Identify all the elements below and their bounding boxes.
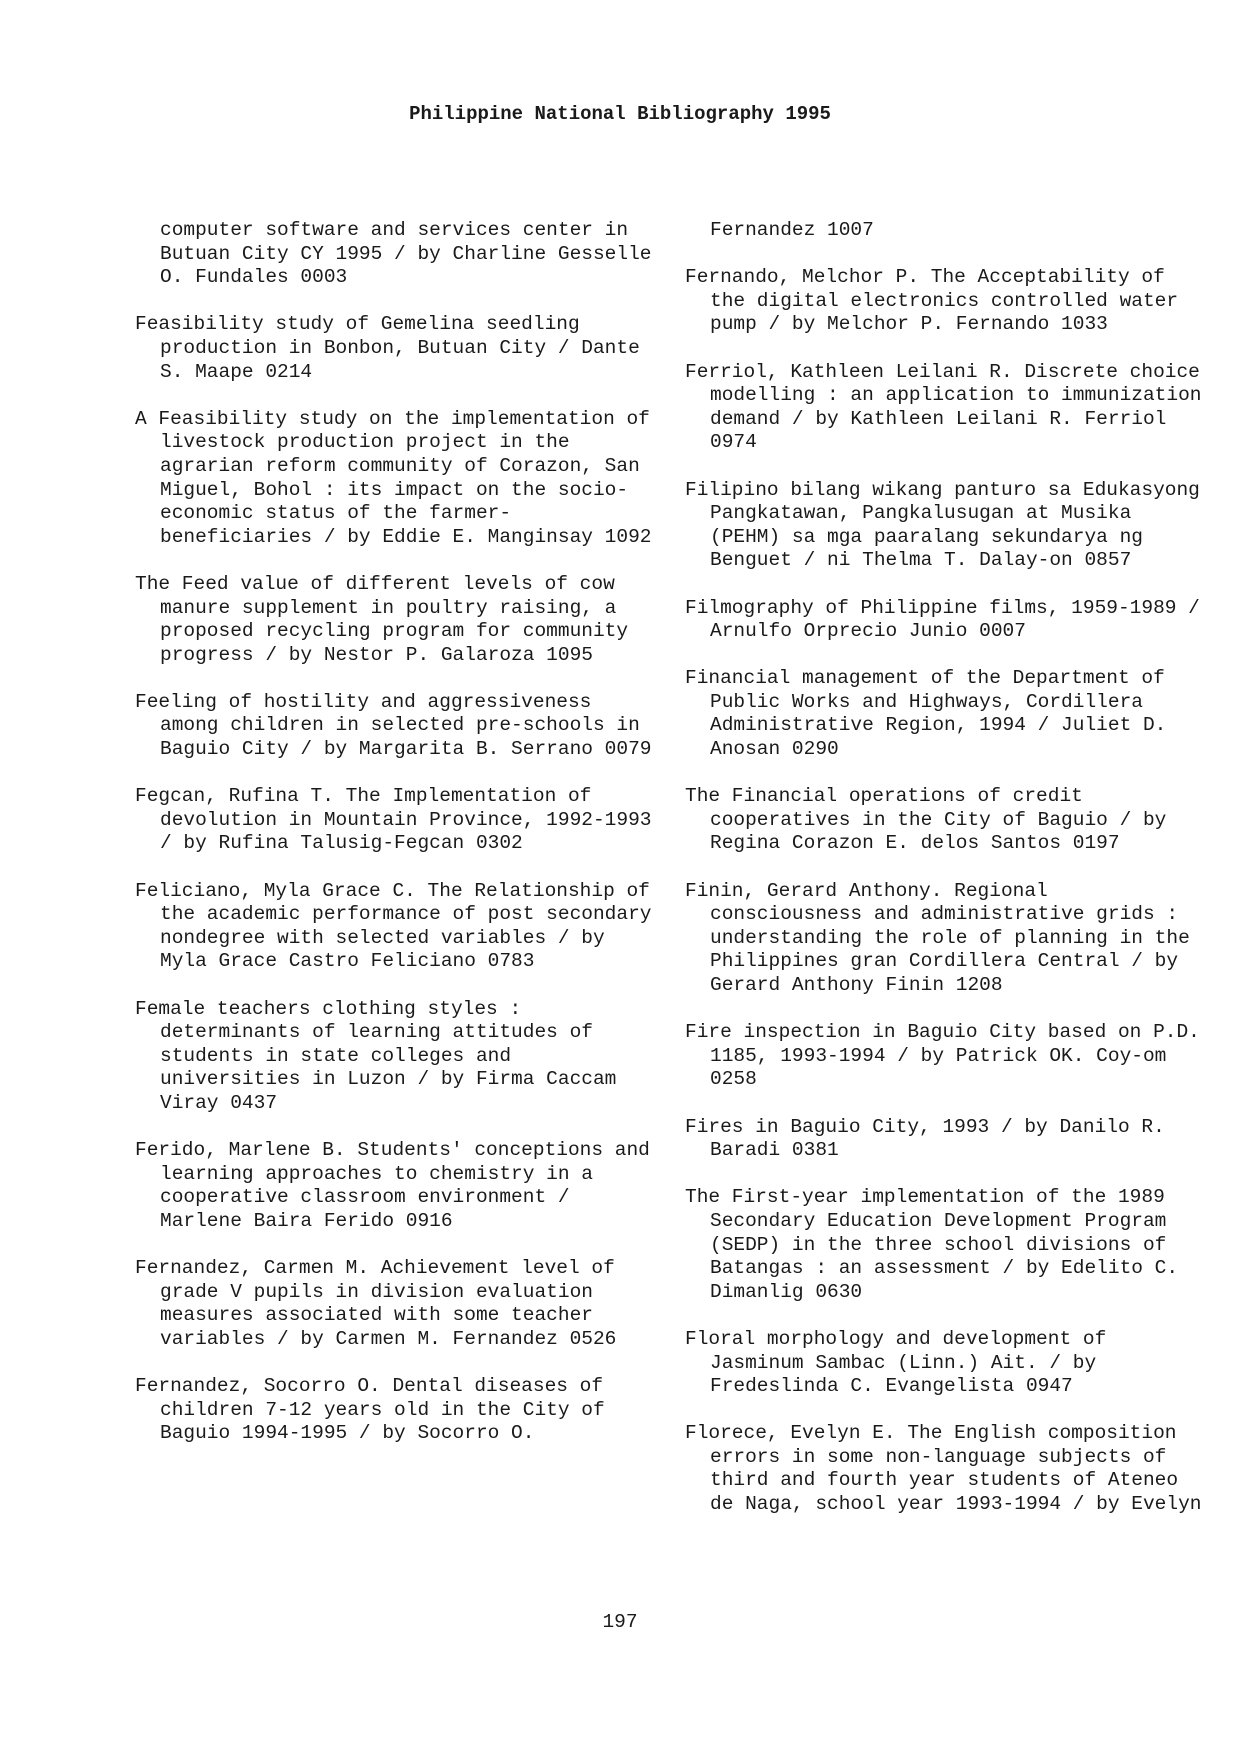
page-number: 197: [602, 1611, 638, 1633]
bibliography-entry: Ferriol, Kathleen Leilani R. Discrete choice modelling : an application to immunization demand / by Kathleen Leilani R. Ferriol 0974: [685, 360, 1214, 454]
bibliography-entry: The Financial operations of credit cooperatives in the City of Baguio / by Regina Corazon E. delos Santos 0197: [685, 785, 1179, 855]
left-column: [135, 219, 664, 1469]
bibliography-entry: Financial management of the Department of Public Works and Highways, Cordillera Administrative Region, 1994 / Juliet D. Anosan 0290: [685, 667, 1179, 761]
bibliography-entry: Floral morphology and development of Jasminum Sambac (Linn.) Ait. / by Fredeslinda C. Evangelista 0947: [685, 1327, 1118, 1398]
bibliography-entry: Fires in Baguio City, 1993 / by Danilo R. Baradi 0381: [685, 1115, 1177, 1162]
bibliography-entry: The Feed value of different levels of cow manure supplement in poultry raising, a proposed recycling program for community progress / by Nestor P. Galaroza 1095: [135, 572, 640, 666]
bibliography-entry: Fernandez, Carmen M. Achievement level of grade V pupils in division evaluation measures associated with some teacher variables / by Carmen M. Fernandez 0526: [135, 1257, 627, 1350]
bibliography-entry: A Feasibility study on the implementation of livestock production project in the agrarian reform community of Corazon, San Miguel, Bohol : its impact on the socio-economic status of the farmer-beneficiaries / by Eddie E. Manginsay 1092: [135, 407, 662, 548]
bibliography-entry: Fire inspection in Baguio City based on P.D. 1185, 1993-1994 / by Patrick OK. Coy-om 0258: [685, 1021, 1212, 1091]
right-column: [685, 219, 1214, 1540]
bibliography-entry: Female teachers clothing styles : determinants of learning attitudes of students in state colleges and universities in Luzon / by Firma Caccam Viray 0437: [135, 997, 629, 1114]
bibliography-entry: Fernandez 1007: [710, 219, 874, 241]
bibliography-entry: Filmography of Philippine films, 1959-1989 / Arnulfo Orprecio Junio 0007: [685, 596, 1212, 643]
bibliography-entry: Feliciano, Myla Grace C. The Relationship of the academic performance of post secondary nondegree with selected variables / by Myla Grace Castro Feliciano 0783: [135, 879, 664, 973]
bibliography-entry: The First-year implementation of the 1989 Secondary Education Development Program (SEDP) in the three school divisions of Batangas : an assessment / by Edelito C. Dimanlig 0630: [685, 1186, 1190, 1303]
bibliography-entry: Fernando, Melchor P. The Acceptability of the digital electronics controlled water pump / by Melchor P. Fernando 1033: [685, 266, 1190, 336]
bibliography-entry: Fegcan, Rufina T. The Implementation of devolution in Mountain Province, 1992-1993 / by Rufina Talusig-Fegcan 0302: [135, 785, 664, 855]
bibliography-entry: Finin, Gerard Anthony. Regional consciousness and administrative grids : understanding the role of planning in the Philippines gran Cordillera Central / by Gerard Anthony Finin 1208: [685, 879, 1202, 996]
bibliography-entry: Filipino bilang wikang panturo sa Edukasyong Pangkatawan, Pangkalusugan at Musika (PEHM) sa mga paaralang sekundarya ng Benguet / ni Thelma T. Dalay-on 0857: [685, 478, 1212, 572]
bibliography-entry: Feeling of hostility and aggressiveness among children in selected pre-schools in Baguio City / by Margarita B. Serrano 0079: [135, 690, 652, 761]
bibliography-entry: Feasibility study of Gemelina seedling production in Bonbon, Butuan City / Dante S. Maape 0214: [135, 313, 652, 383]
bibliography-entry: Florece, Evelyn E. The English composition errors in some non-language subjects of third and fourth year students of Ateneo de Naga, school year 1993-1994 / by Evelyn: [685, 1422, 1202, 1516]
bibliography-entry: computer software and services center in Butuan City CY 1995 / by Charline Gesselle O. Fundales 0003: [160, 219, 664, 289]
page-title: Philippine National Bibliography 1995: [409, 103, 831, 125]
bibliography-entry: Ferido, Marlene B. Students' conceptions and learning approaches to chemistry in a cooperative classroom environment / Marlene Baira Ferido 0916: [135, 1139, 662, 1232]
bibliography-entry: Fernandez, Socorro O. Dental diseases of children 7-12 years old in the City of Baguio 1994-1995 / by Socorro O.: [135, 1375, 617, 1445]
